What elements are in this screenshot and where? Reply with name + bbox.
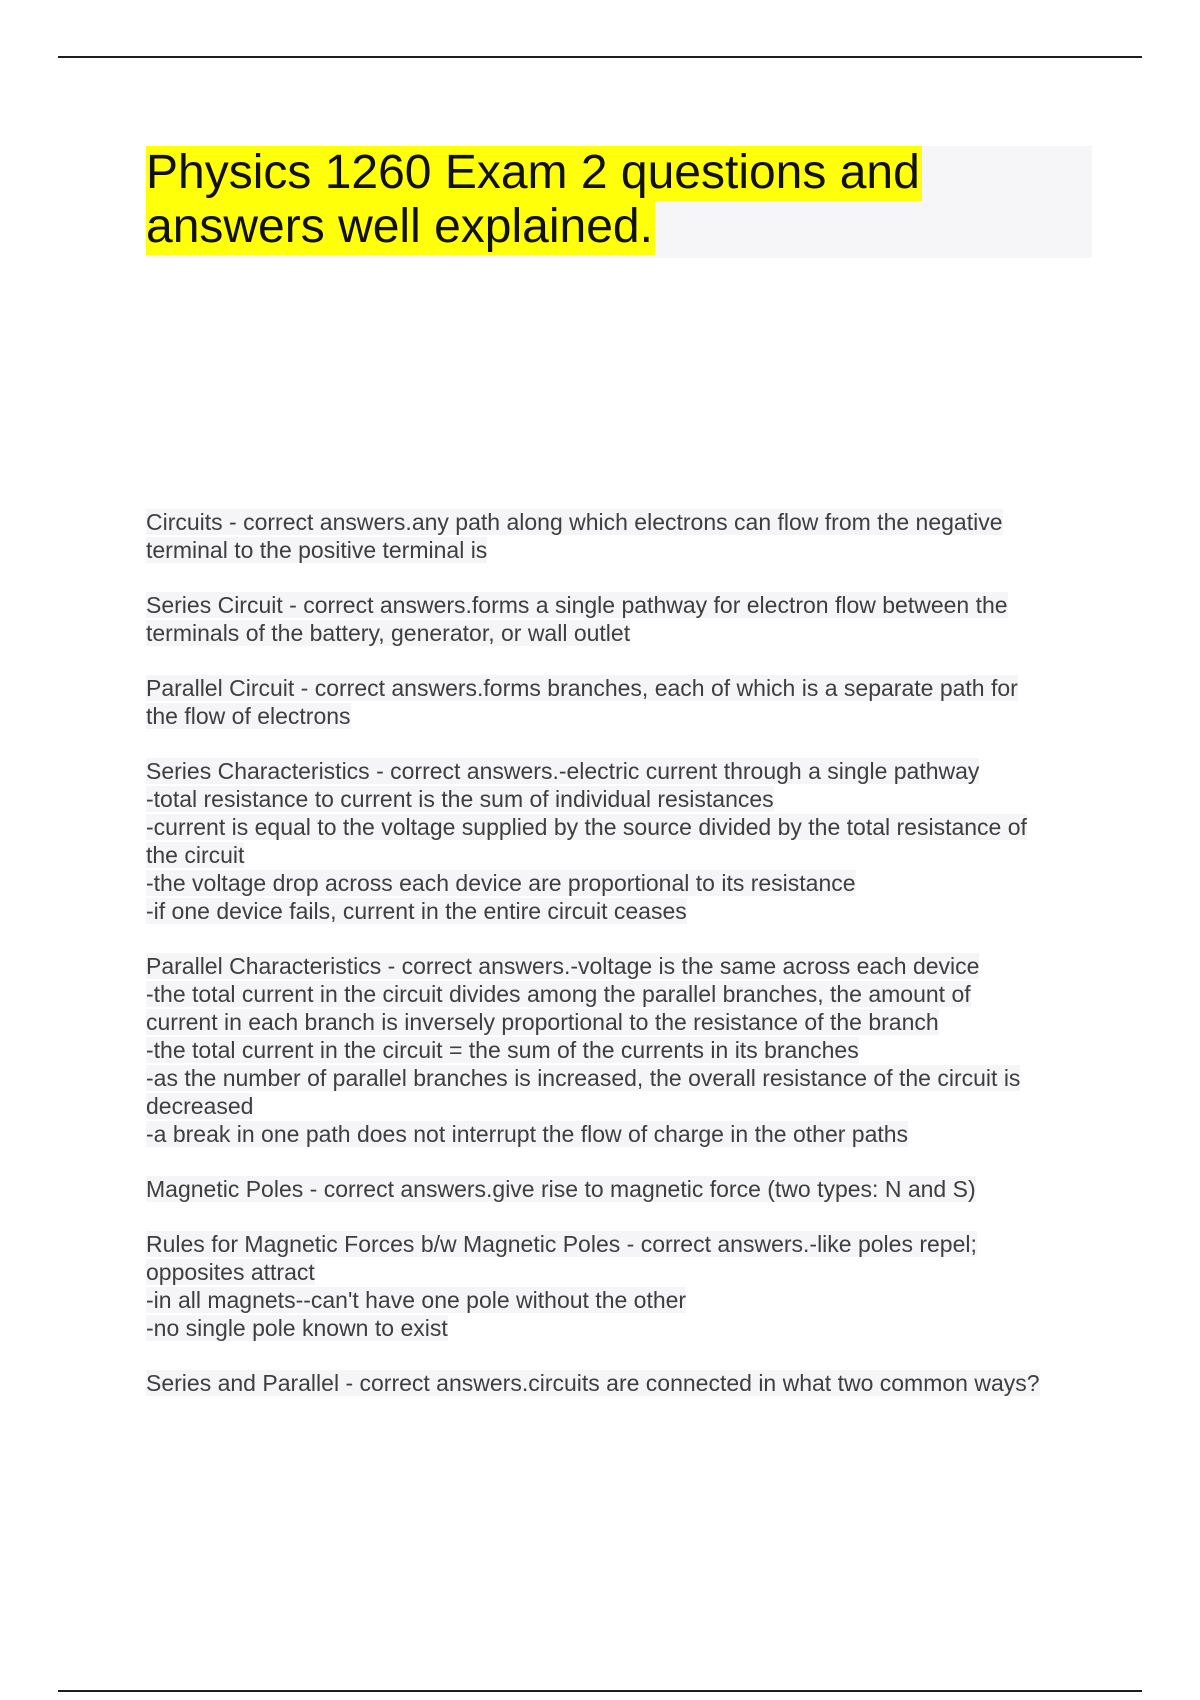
qa-entry-parallel-characteristics — [146, 952, 1096, 1148]
title-line: answers well explained. — [146, 200, 653, 253]
qa-line: Parallel Characteristics - correct answers.-voltage is the same across each device — [146, 953, 980, 979]
qa-entry-series-circuit — [146, 591, 1096, 647]
qa-line: -total resistance to current is the sum of individual resistances — [146, 786, 774, 812]
qa-line: -current is equal to the voltage supplied by the source divided by the total resistance of — [146, 814, 1027, 840]
qa-line: -the voltage drop across each device are proportional to its resistance — [146, 870, 856, 896]
qa-line: -the total current in the circuit divides among the parallel branches, the amount of — [146, 981, 971, 1007]
document-title — [146, 146, 946, 254]
qa-line: the flow of electrons — [146, 703, 351, 729]
qa-entry-series-characteristics — [146, 757, 1096, 925]
qa-line: terminal to the positive terminal is — [146, 537, 488, 563]
qa-line: decreased — [146, 1093, 254, 1119]
title-line: Physics 1260 Exam 2 questions and — [146, 146, 920, 199]
qa-line: -a break in one path does not interrupt the flow of charge in the other paths — [146, 1121, 909, 1147]
qa-line: opposites attract — [146, 1259, 315, 1285]
qa-line: -no single pole known to exist — [146, 1315, 448, 1341]
qa-line: Series Circuit - correct answers.forms a single pathway for electron flow between the — [146, 592, 1008, 618]
qa-line: -as the number of parallel branches is increased, the overall resistance of the circuit is — [146, 1065, 1021, 1091]
qa-line: Series Characteristics - correct answers.-electric current through a single pathway — [146, 758, 980, 784]
qa-line: -the total current in the circuit = the sum of the currents in its branches — [146, 1037, 859, 1063]
qa-line: -in all magnets--can't have one pole without the other — [146, 1287, 687, 1313]
qa-line: -if one device fails, current in the entire circuit ceases — [146, 898, 687, 924]
qa-entry-series-and-parallel — [146, 1369, 1096, 1397]
qa-line: Circuits - correct answers.any path along which electrons can flow from the negative — [146, 509, 1003, 535]
qa-list — [146, 508, 1096, 1424]
qa-line: Rules for Magnetic Forces b/w Magnetic Poles - correct answers.-like poles repel; — [146, 1231, 977, 1257]
qa-line: Parallel Circuit - correct answers.forms branches, each of which is a separate path for — [146, 675, 1018, 701]
qa-entry-magnetic-poles — [146, 1175, 1096, 1203]
qa-entry-parallel-circuit — [146, 674, 1096, 730]
qa-line: the circuit — [146, 842, 245, 868]
qa-line: Magnetic Poles - correct answers.give rise to magnetic force (two types: N and S) — [146, 1176, 976, 1202]
bottom-rule — [58, 1690, 1142, 1692]
qa-line: terminals of the battery, generator, or wall outlet — [146, 620, 631, 646]
qa-line: Series and Parallel - correct answers.circuits are connected in what two common ways? — [146, 1370, 1040, 1396]
qa-line: current in each branch is inversely proportional to the resistance of the branch — [146, 1009, 939, 1035]
top-rule — [58, 56, 1142, 58]
qa-entry-magnetic-force-rules — [146, 1230, 1096, 1342]
qa-entry-circuits — [146, 508, 1096, 564]
